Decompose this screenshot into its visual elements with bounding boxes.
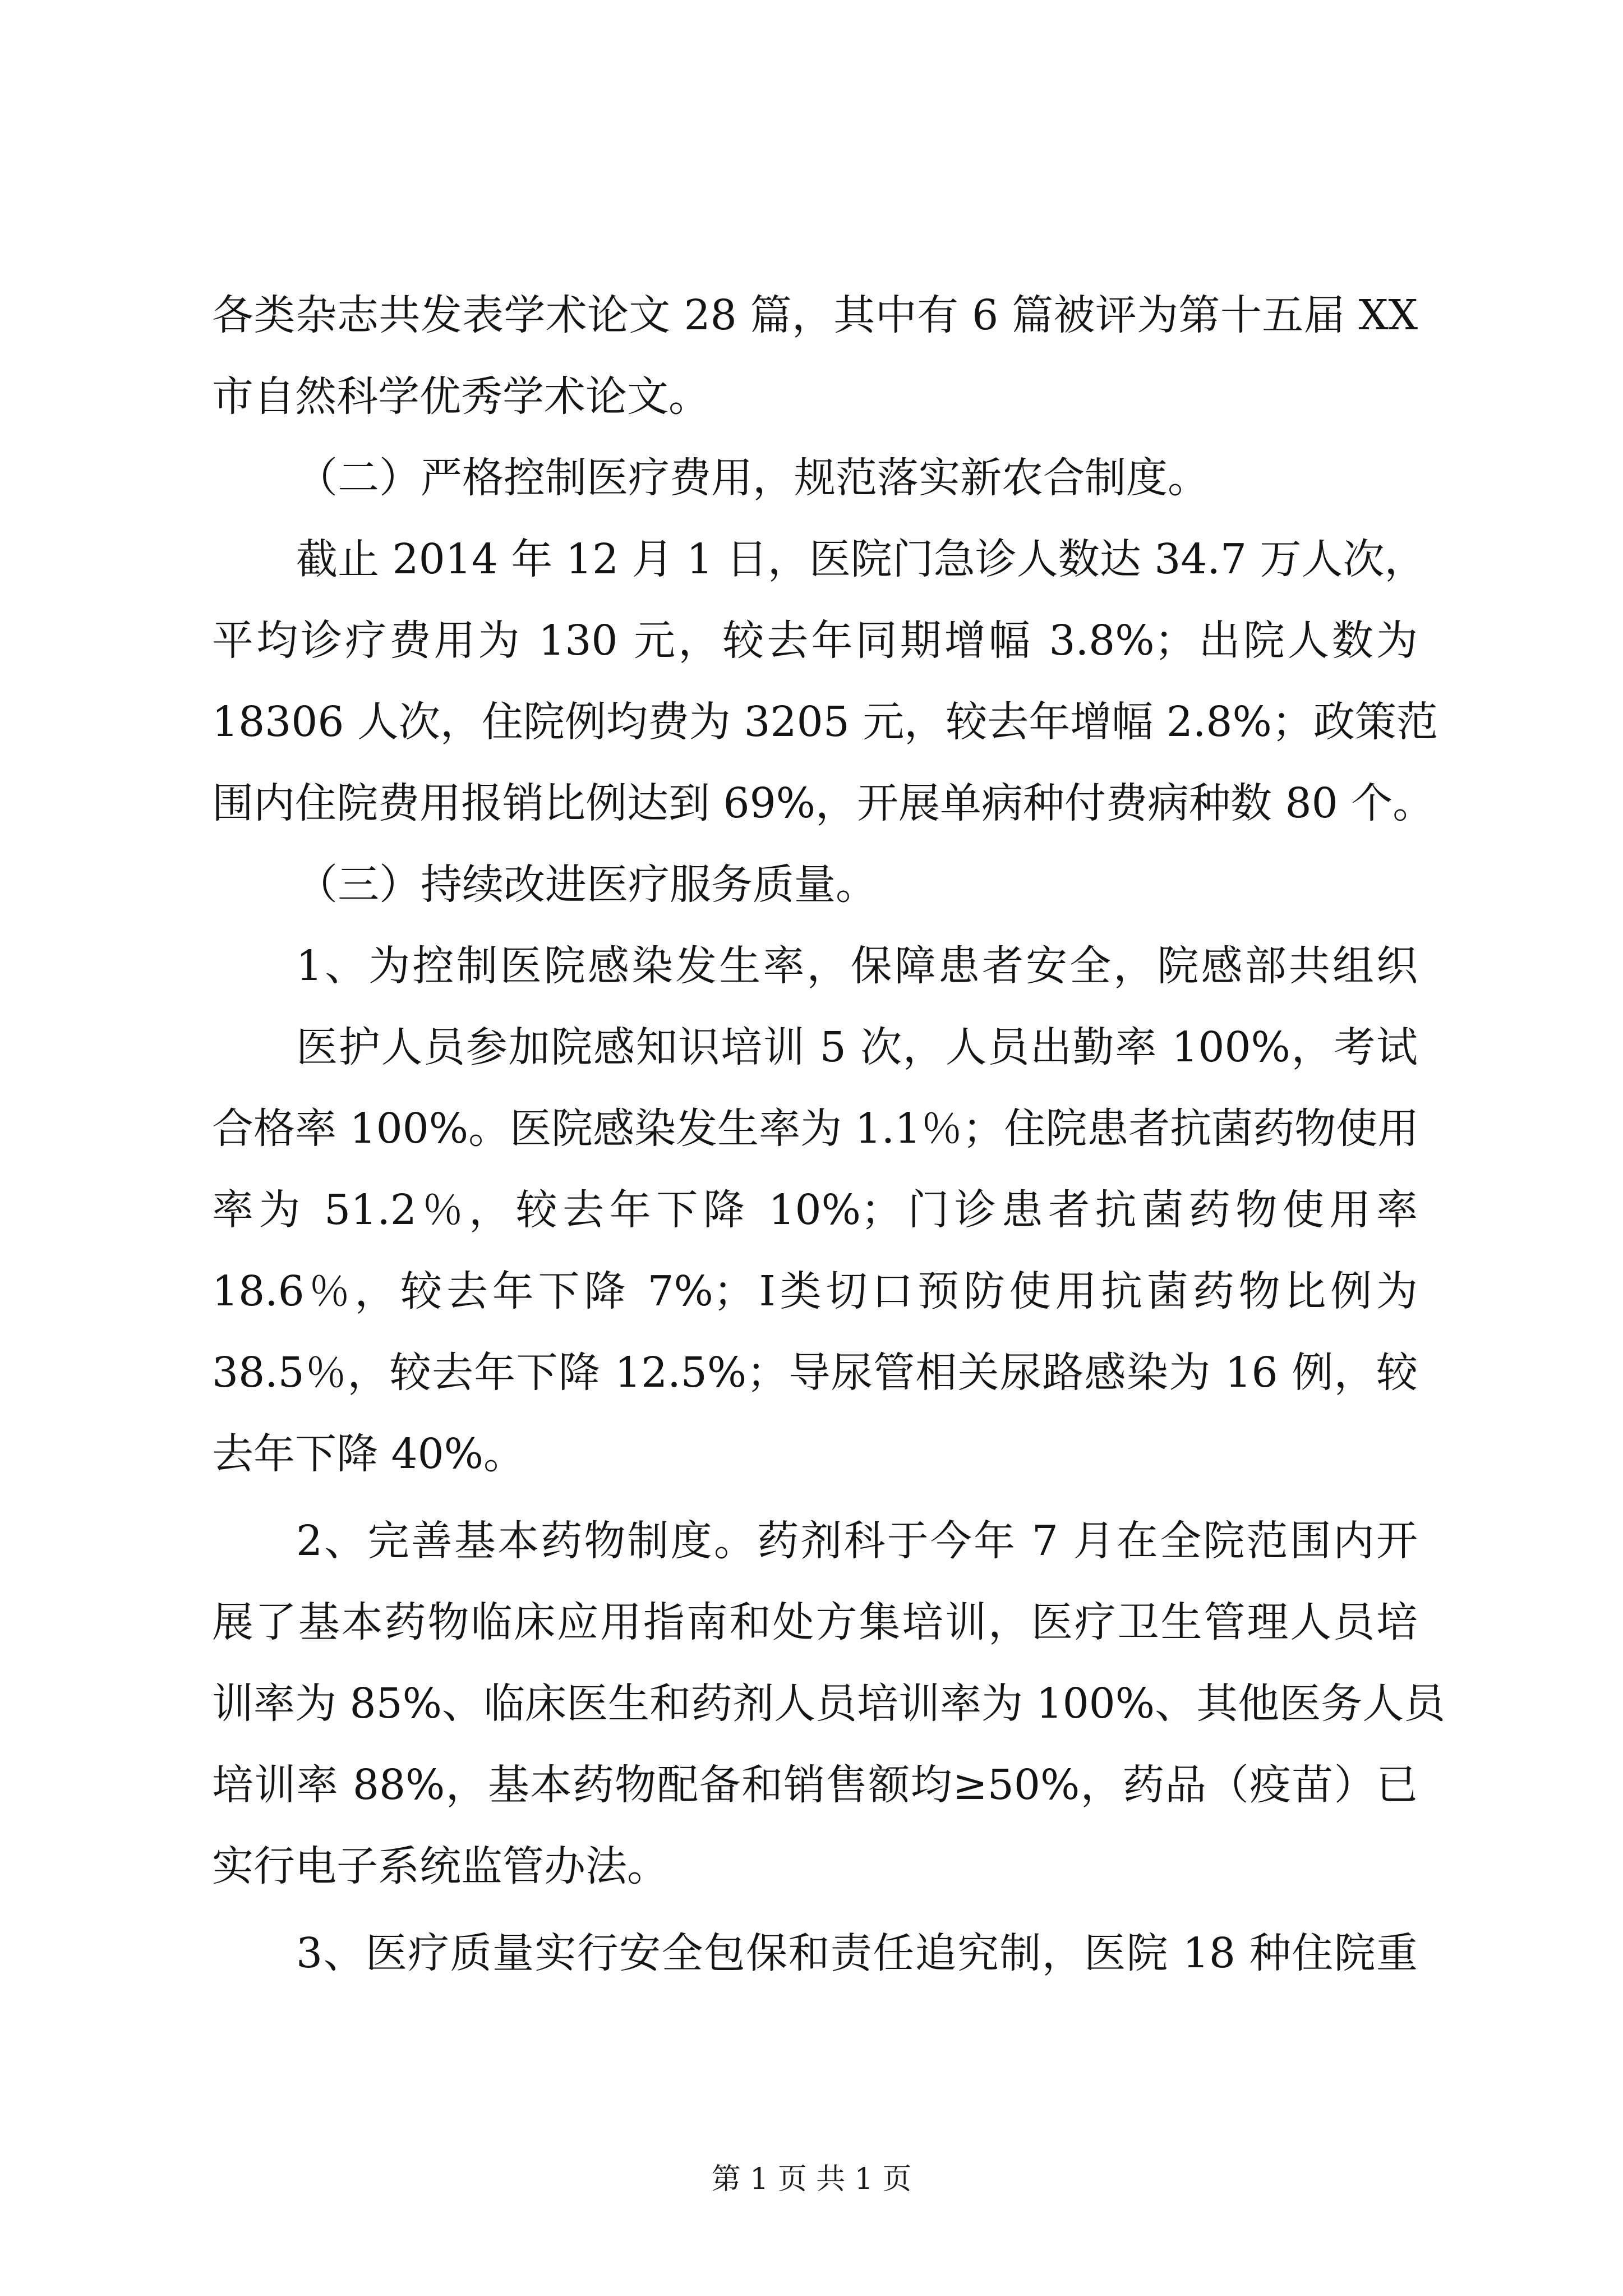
paragraph-line: 截止 2014 年 12 月 1 日，医院门急诊人数达 34.7 万人次， <box>296 535 1426 583</box>
paragraph-line: 训率为 85%、临床医生和药剂人员培训率为 100%、其他医务人员 <box>212 1680 1446 1728</box>
list-item-1: 1、为控制医院感染发生率，保障患者安全，院感部共组织 <box>296 942 1418 990</box>
section-heading-2: （二）严格控制医疗费用，规范落实新农合制度。 <box>296 454 1209 502</box>
paragraph-line: 围内住院费用报销比例达到 69%，开展单病种付费病种数 80 个。 <box>212 779 1435 827</box>
paragraph-line: 18.6％，较去年下降 7%；Ⅰ类切口预防使用抗菌药物比例为 <box>212 1267 1418 1315</box>
paragraph-line: 展了基本药物临床应用指南和处方集培训，医疗卫生管理人员培 <box>212 1598 1418 1646</box>
paragraph-line: 平均诊疗费用为 130 元，较去年同期增幅 3.8%；出院人数为 <box>212 616 1418 665</box>
paragraph-line: 率为 51.2％，较去年下降 10%；门诊患者抗菌药物使用率 <box>212 1186 1418 1234</box>
paragraph-line: 医护人员参加院感知识培训 5 次，人员出勤率 100%，考试 <box>296 1023 1418 1071</box>
paragraph-line: 培训率 88%，基本药物配备和销售额均≥50%，药品（疫苗）已 <box>212 1761 1418 1809</box>
section-heading-3: （三）持续改进医疗服务质量。 <box>296 861 877 909</box>
page-footer <box>0 2160 1623 2199</box>
paragraph-line: 市自然科学优秀学术论文。 <box>212 372 710 421</box>
list-item-2: 2、完善基本药物制度。药剂科于今年 7 月在全院范围内开 <box>296 1517 1418 1565</box>
paragraph-line: 实行电子系统监管办法。 <box>212 1842 668 1890</box>
paragraph-line: 去年下降 40%。 <box>212 1430 525 1478</box>
body-text <box>212 275 1446 1994</box>
page-number: 第 1 页 共 1 页 <box>711 2162 912 2196</box>
paragraph-line: 各类杂志共发表学术论文 28 篇，其中有 6 篇被评为第十五届 XX <box>212 291 1418 339</box>
paragraph-line: 合格率 100%。医院感染发生率为 1.1％；住院患者抗菌药物使用 <box>212 1105 1419 1153</box>
paragraph-line: 38.5％，较去年下降 12.5%；导尿管相关尿路感染为 16 例，较 <box>212 1349 1418 1397</box>
list-item-3: 3、医疗质量实行安全包保和责任追究制，医院 18 种住院重 <box>296 1929 1418 1977</box>
paragraph-line: 18306 人次，住院例均费为 3205 元，较去年增幅 2.8%；政策范 <box>212 698 1438 746</box>
